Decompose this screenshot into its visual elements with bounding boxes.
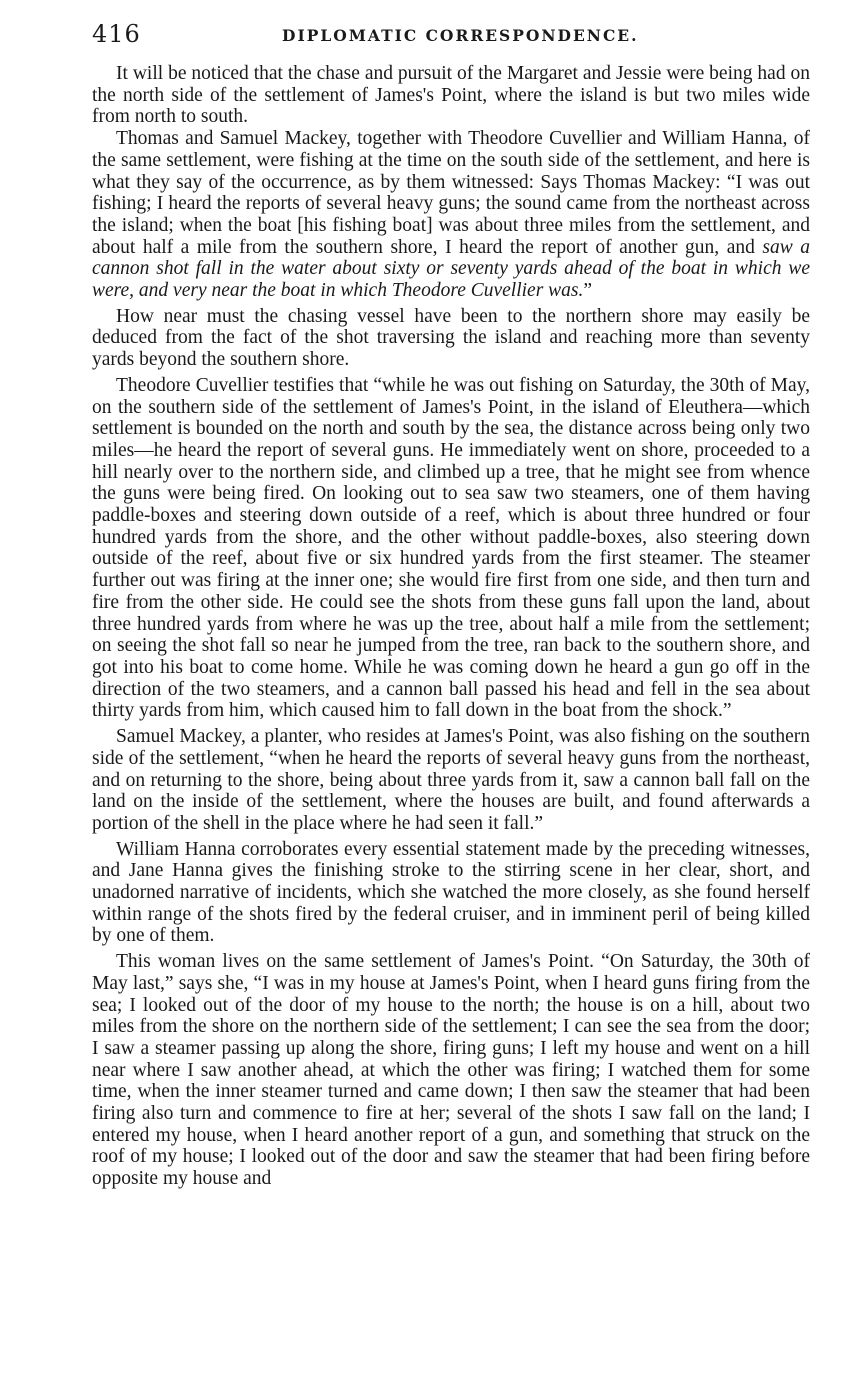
running-head <box>92 20 807 50</box>
paragraph-text: Theodore Cuvellier testifies that “while he was out fishing on Saturday, the 30th of May, on the southern side of the settlement of James's Point, in the island of Eleuthera—which settlement is bounded on the north and south by the sea, the distance across being only two miles—he heard the report of several guns. He immediately went on shore, proceeded to a hill nearly over to the northern side, and climbed up a tree, that he might see from whence the guns were being fired. On looking out to sea saw two steamers, one of them having paddle-boxes and steering down outside of a reef, which is about three hundred or four hundred yards from the shore, and the other without paddle-boxes, also steering down outside of the reef, about five or six hundred yards from the first steamer. The steamer further out was firing at the inner one; she would fire first from one side, and then turn and fire from the other side. He could see the shots from these guns fall upon the land, about three hundred yards from where he was up the tree, about half a mile from the settlement; on seeing the shot fall so near he jumped from the tree, ran back to the southern shore, and got into his boat to come home. While he was coming down he heard a gun go off in the direction of the two steamers, and a cannon ball passed his head and fell in the sea about thirty yards from him, which caused him to fall down in the boat from the shock.” <box>92 374 810 722</box>
paragraph-quote-end: ” <box>583 280 593 302</box>
paragraph-text: Thomas and Samuel Mackey, together with Theodore Cuvellier and William Hanna, of the same settlement, were fishing at the time on the south side of the settlement, and here is what they say of the occurrence, as by them witnessed: Says Thomas Mackey: “I was out fishing; I heard the reports of several heavy guns; the sound came from the northeast across the island; when the boat [his fishing boat] was about three miles from the settlement, and about half a mile from the southern shore, I heard the report of another gun, and <box>92 128 810 258</box>
paragraph-jane-hanna <box>92 951 810 1190</box>
running-title: DIPLOMATIC CORRESPONDENCE. <box>282 26 639 45</box>
paragraph-italic-quote: saw a cannon shot fall in the water about sixty or seventy yards ahead of the boat in which we were, and very near the boat in which Theodore Cuvellier was. <box>92 236 810 302</box>
paragraph-text: William Hanna corroborates every essential statement made by the preceding witnesses, and Jane Hanna gives the finishing stroke to the stirring scene in her clear, short, and unadorned narrative of incidents, which she watched the more closely, as she found herself within range of the shots fired by the federal cruiser, and in imminent peril of being killed by one of them. <box>92 838 810 947</box>
page-number: 416 <box>92 20 141 48</box>
paragraph-text: This woman lives on the same settlement of James's Point. “On Saturday, the 30th of May last,” says she, “I was in my house at James's Point, when I heard guns firing from the sea; I looked out of the door of my house to the north; the house is on a hill, about two miles from the shore on the northern side of the settlement; I can see the sea from the door; I saw a steamer passing up along the shore, firing guns; I left my house and went on a hill near where I saw another ahead, at which the other was firing; I watched them for some time, when the inner steamer turned and came down; I then saw the steamer that had been firing also turn and commence to fire at her; several of the shots I saw fall on the land; I entered my house, when I heard another report of a gun, and something that struck on the roof of my house; I looked out of the door and saw the steamer that had been firing before opposite my house and <box>92 951 810 1190</box>
paragraph-text: It will be noticed that the chase and pursuit of the Margaret and Jessie were being had on the north side of the settlement of James's Point, where the island is but two miles wide from north to south. <box>92 63 810 128</box>
paragraph-text: Samuel Mackey, a planter, who resides at James's Point, was also fishing on the southern side of the settlement, “when he heard the reports of several heavy guns from the northeast, and on returning to the shore, being about three yards from it, saw a cannon ball fall on the land on the inside of the settlement, where the houses are built, and found afterwards a portion of the shell in the place where he had seen it fall.” <box>92 726 810 834</box>
paragraph-william-hanna <box>92 839 810 948</box>
body-text <box>92 63 810 1190</box>
paragraph-cuvellier-testimony <box>92 375 810 722</box>
paragraph-chase <box>92 63 810 128</box>
paragraph-text: How near must the chasing vessel have been to the northern shore may easily be deduced from the fact of the shot traversing the island and reaching more than seventy yards beyond the southern shore. <box>92 305 810 371</box>
paragraph-chasing-vessel <box>92 306 810 371</box>
paragraph-samuel-mackey <box>92 726 810 835</box>
paragraph-mackey-testimony <box>92 128 810 302</box>
